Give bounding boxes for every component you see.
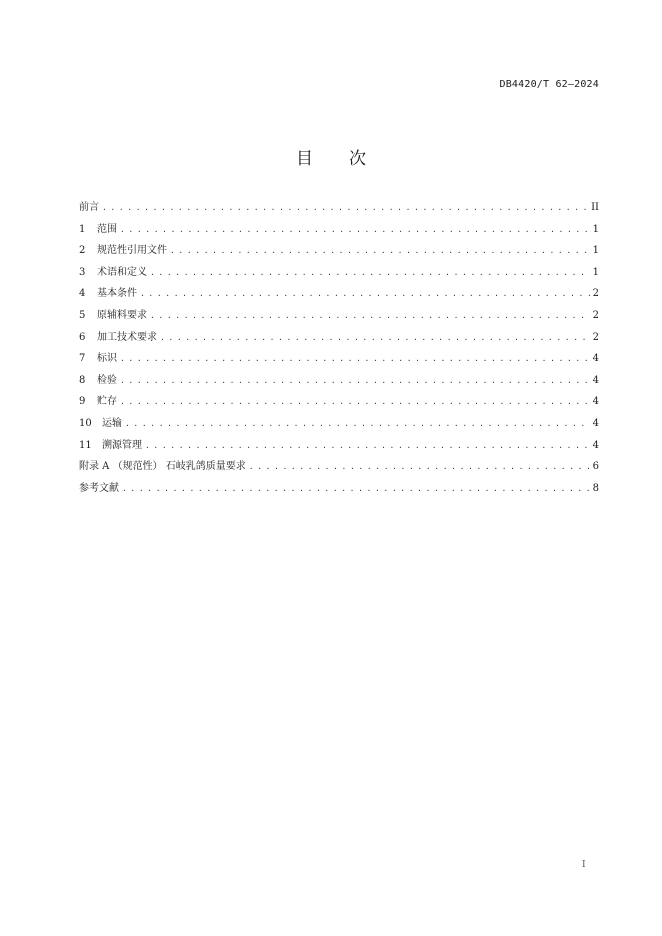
table-of-contents — [79, 200, 599, 502]
toc-title-char-2: 次 — [349, 149, 366, 169]
toc-leader-dots — [120, 351, 590, 367]
toc-leader-dots — [120, 394, 590, 410]
toc-entry-1[interactable] — [79, 222, 599, 244]
toc-title-char-1: 目 — [296, 149, 313, 169]
toc-entry-number: 7 — [79, 353, 86, 365]
toc-leader-dots — [102, 200, 588, 216]
toc-entry-label: 前言 — [79, 202, 99, 213]
toc-leader-dots — [150, 265, 590, 281]
toc-entry-label: 参考文献 — [79, 482, 119, 494]
toc-entry-label: 溯源管理 — [102, 439, 142, 451]
toc-entry-7[interactable] — [79, 351, 599, 373]
page-number: I — [582, 860, 586, 870]
toc-leader-dots — [145, 438, 590, 454]
toc-leader-dots — [120, 222, 590, 238]
toc-entry-page: 2 — [592, 288, 599, 300]
toc-leader-dots — [125, 416, 590, 432]
toc-leader-dots — [122, 481, 590, 497]
toc-leader-dots — [160, 330, 590, 346]
toc-entry-label: 规范性引用文件 — [97, 245, 167, 257]
toc-entry-page: II — [591, 202, 599, 213]
toc-entry-number: 11 — [79, 439, 92, 451]
toc-entry-page: 1 — [592, 245, 599, 257]
toc-entry-number: 10 — [79, 417, 92, 429]
toc-entry-page: 2 — [592, 309, 599, 321]
toc-entry-label: 附录 A （规范性） 石岐乳鸽质量要求 — [79, 461, 246, 473]
toc-leader-dots — [150, 308, 590, 324]
toc-entry-label: 范围 — [97, 223, 117, 235]
toc-entry-10[interactable] — [79, 416, 599, 438]
toc-entry-label: 运输 — [102, 417, 122, 429]
toc-entry-number: 9 — [79, 396, 86, 408]
toc-entry-11[interactable] — [79, 438, 599, 460]
toc-entry-8[interactable] — [79, 373, 599, 395]
toc-entry-label: 术语和定义 — [97, 266, 147, 278]
toc-entry-appendix-a[interactable] — [79, 459, 599, 481]
toc-leader-dots — [170, 243, 590, 259]
toc-entry-label: 基本条件 — [97, 288, 137, 300]
toc-entry-page: 8 — [592, 482, 599, 494]
toc-entry-page: 4 — [592, 417, 599, 429]
toc-entry-2[interactable] — [79, 243, 599, 265]
toc-entry-label: 加工技术要求 — [97, 331, 157, 343]
toc-title — [0, 144, 662, 169]
toc-entry-number: 6 — [79, 331, 86, 343]
toc-entry-number: 1 — [79, 223, 86, 235]
toc-entry-page: 1 — [592, 266, 599, 278]
toc-entry-foreword[interactable] — [79, 200, 599, 222]
toc-entry-number: 5 — [79, 309, 86, 321]
document-code: DB4420/T 62—2024 — [499, 79, 599, 90]
toc-entry-9[interactable] — [79, 394, 599, 416]
toc-leader-dots — [140, 286, 590, 302]
toc-entry-number: 3 — [79, 266, 86, 278]
toc-entry-page: 4 — [592, 396, 599, 408]
toc-entry-label: 贮存 — [97, 396, 117, 408]
toc-entry-references[interactable] — [79, 481, 599, 503]
toc-entry-3[interactable] — [79, 265, 599, 287]
toc-entry-number: 4 — [79, 288, 86, 300]
toc-leader-dots — [249, 459, 590, 475]
toc-entry-page: 6 — [592, 461, 599, 473]
toc-entry-label: 标识 — [97, 353, 117, 365]
toc-entry-number: 8 — [79, 374, 86, 386]
toc-entry-page: 4 — [592, 374, 599, 386]
toc-entry-page: 1 — [592, 223, 599, 235]
toc-entry-label: 检验 — [97, 374, 117, 386]
toc-entry-6[interactable] — [79, 330, 599, 352]
toc-entry-5[interactable] — [79, 308, 599, 330]
toc-entry-page: 4 — [592, 353, 599, 365]
toc-entry-label: 原辅料要求 — [97, 309, 147, 321]
toc-entry-4[interactable] — [79, 286, 599, 308]
toc-entry-number: 2 — [79, 245, 86, 257]
toc-leader-dots — [120, 373, 590, 389]
toc-entry-page: 4 — [592, 439, 599, 451]
toc-entry-page: 2 — [592, 331, 599, 343]
